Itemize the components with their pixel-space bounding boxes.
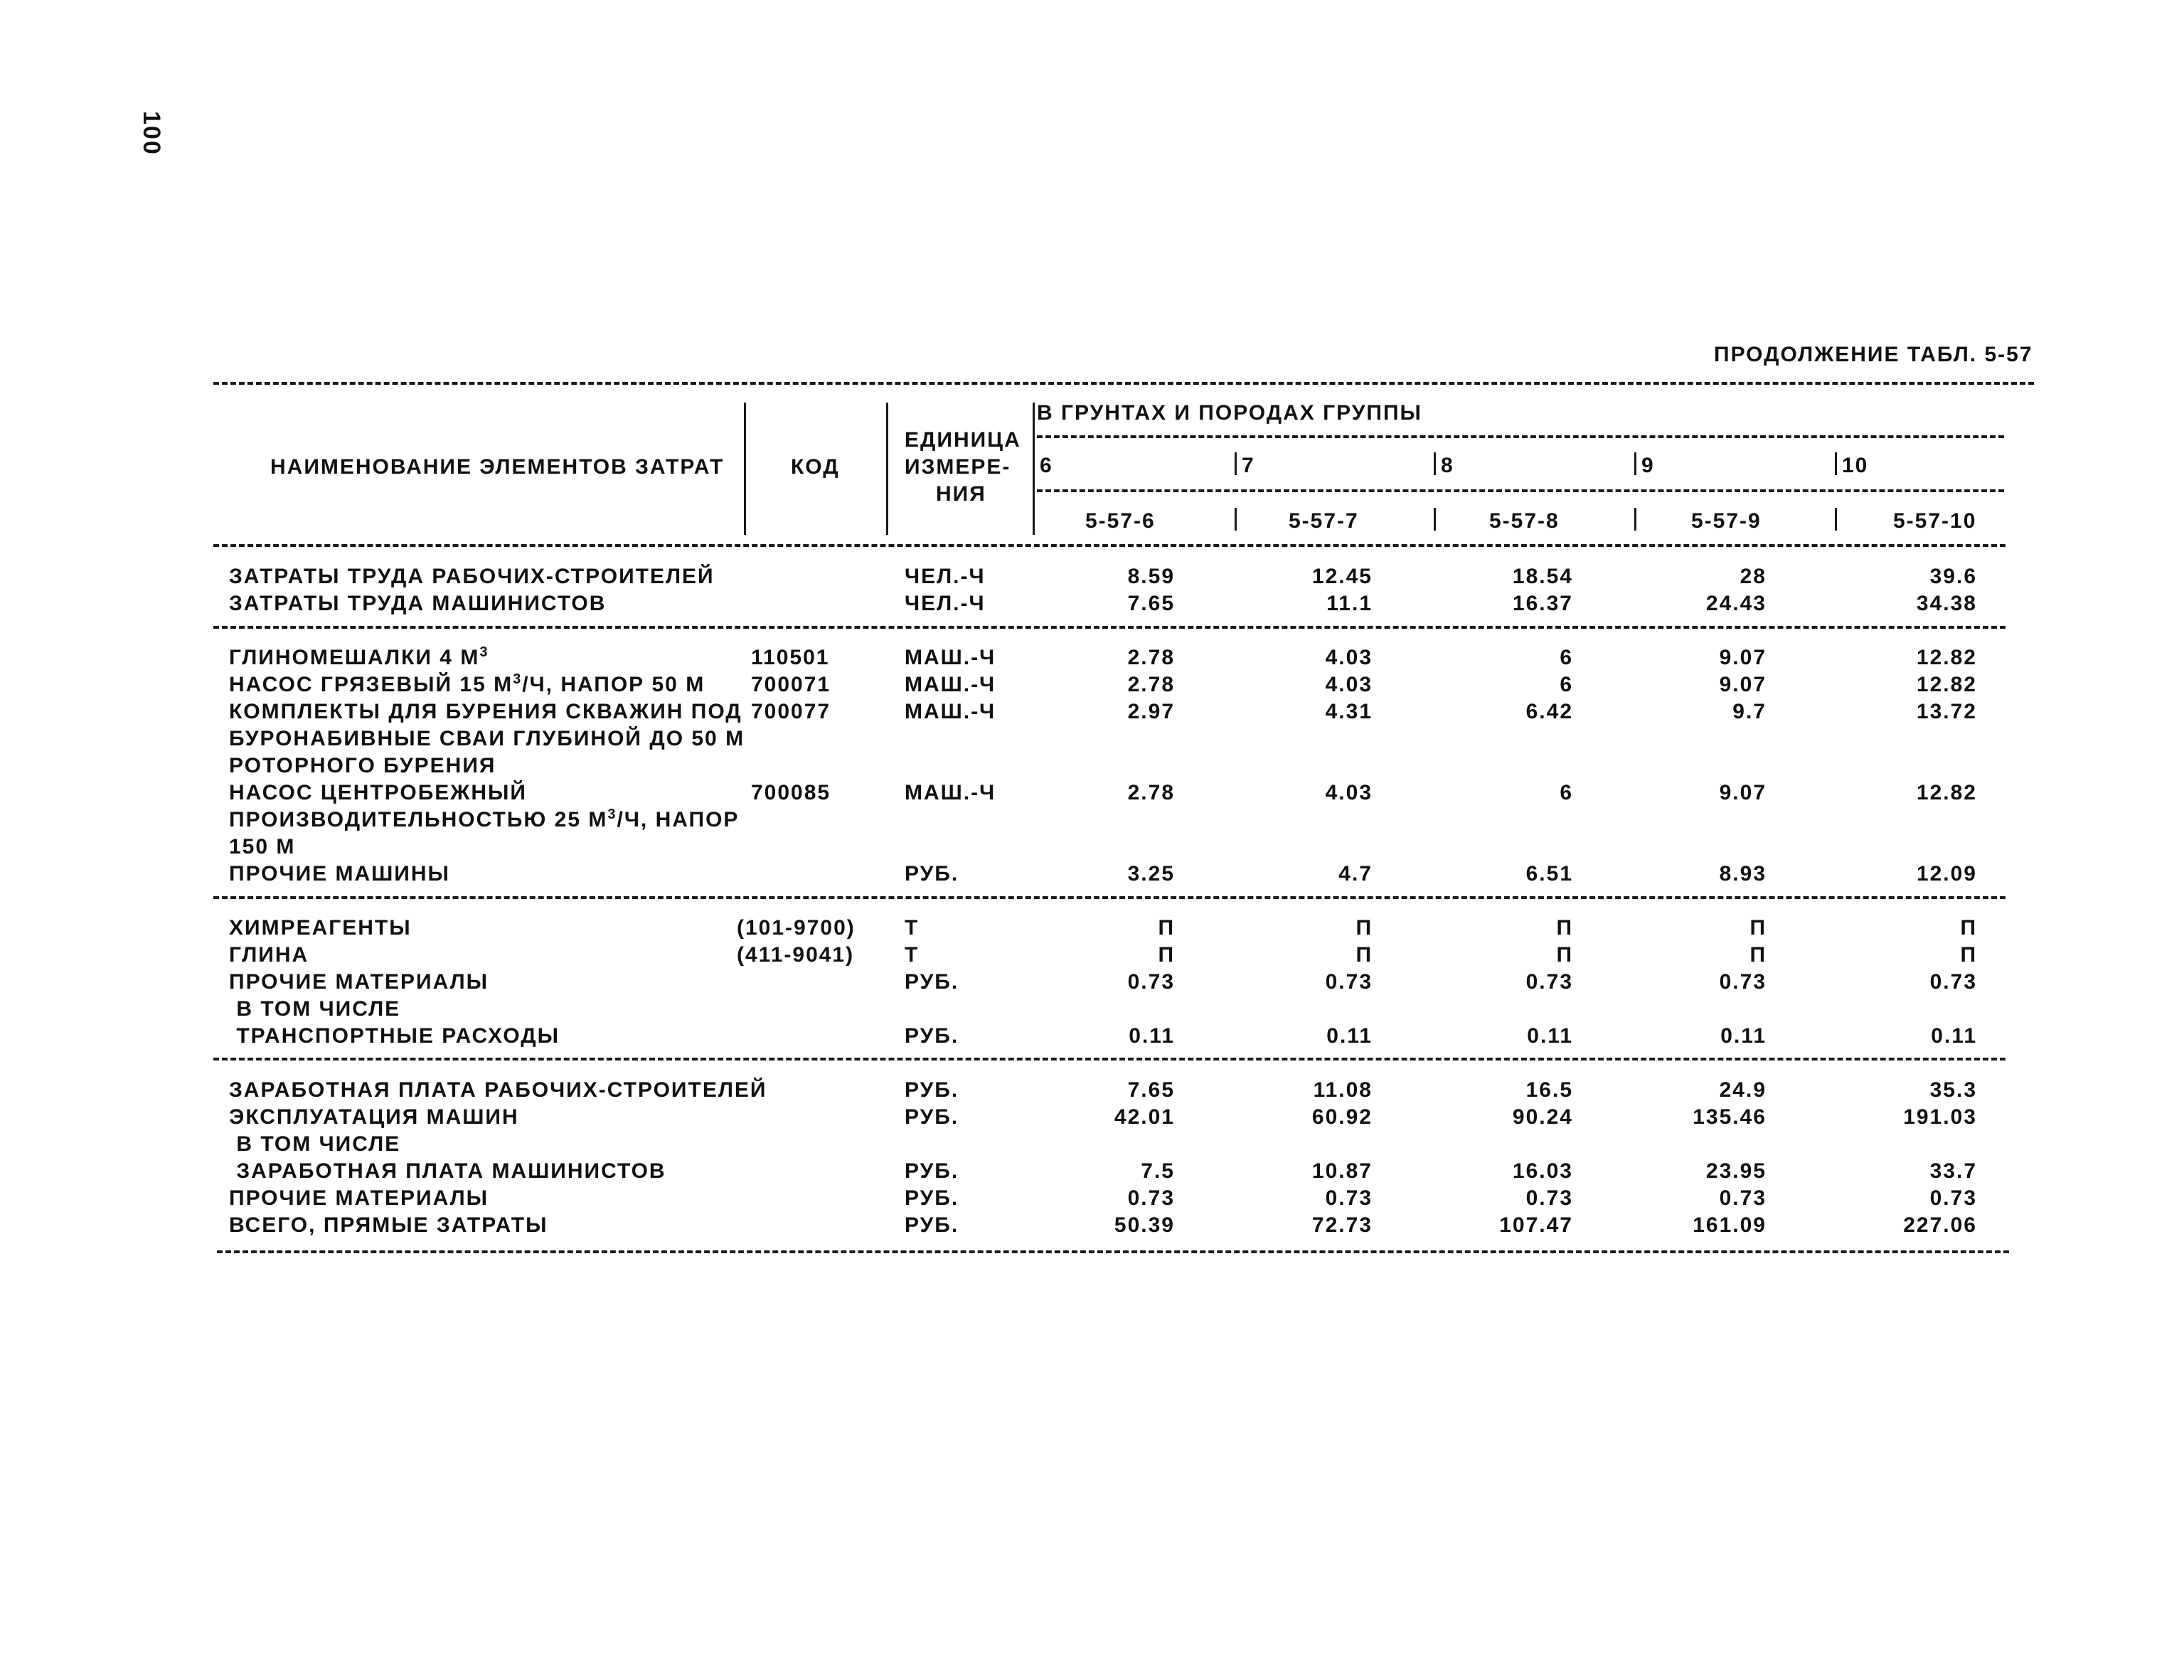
row-value: 4.31 [1325, 700, 1373, 723]
row-value: 72.73 [1311, 1213, 1373, 1237]
row-value: 6 [1560, 646, 1573, 669]
row-value: 35.3 [1929, 1078, 1977, 1102]
row-value: 39.6 [1929, 565, 1977, 588]
row-value: 50.39 [1114, 1213, 1175, 1237]
row-unit: РУБ. [905, 1159, 959, 1183]
page-number: 100 [138, 111, 165, 156]
row-name: В ТОМ ЧИСЛЕ [229, 997, 401, 1021]
code-5-57-6: 5-57-6 [1085, 509, 1156, 533]
row-value: 0.11 [1931, 1024, 1977, 1048]
row-value: 7.65 [1127, 592, 1175, 615]
row-value: П [1355, 916, 1373, 940]
row-value: 9.07 [1719, 781, 1767, 804]
row-value: 6.51 [1525, 862, 1573, 886]
vbar-c9 [1634, 508, 1636, 531]
vbar-g10 [1835, 452, 1837, 475]
group-7: 7 [1242, 454, 1255, 477]
row-name: ГЛИНА [229, 943, 309, 967]
row-value: 6 [1560, 673, 1573, 696]
row-value: 13.72 [1916, 700, 1977, 723]
row-name: 150 М [229, 835, 296, 858]
row-code: (411-9041) [737, 943, 855, 967]
row-name: ЗАТРАТЫ ТРУДА РАБОЧИХ-СТРОИТЕЛЕЙ [229, 565, 715, 588]
vbar-g9 [1634, 452, 1636, 475]
vbar-unit-groups [1033, 403, 1035, 535]
rule-group-numbers [1037, 489, 2004, 492]
row-value: П [1749, 943, 1767, 967]
row-unit: МАШ.-Ч [905, 646, 996, 669]
row-code: 700077 [751, 700, 831, 723]
header-unit-2: ИЗМЕРЕ- [905, 455, 1011, 479]
row-value: 2.78 [1127, 781, 1175, 804]
header-name: НАИМЕНОВАНИЕ ЭЛЕМЕНТОВ ЗАТРАТ [270, 455, 725, 479]
row-value: 107.47 [1499, 1213, 1573, 1237]
row-code: (101-9700) [737, 916, 856, 940]
row-value: 2.97 [1127, 700, 1175, 723]
superscript: 3 [513, 671, 523, 687]
row-name: ПРОИЗВОДИТЕЛЬНОСТЬЮ 25 $М^3/Ч$, НАПОР [229, 807, 740, 831]
row-value: 6 [1560, 781, 1573, 804]
row-value: 18.54 [1512, 565, 1573, 588]
vbar-g8 [1434, 452, 1436, 475]
vbar-code-unit [886, 403, 888, 535]
row-value: 16.5 [1525, 1078, 1573, 1102]
row-name: ЭКСПЛУАТАЦИЯ МАШИН [229, 1105, 519, 1129]
rule-section-3 [213, 1058, 2005, 1060]
code-5-57-10: 5-57-10 [1893, 509, 1977, 533]
row-unit: МАШ.-Ч [905, 781, 996, 804]
row-name: НАСОС ГРЯЗЕВЫЙ 15 $М^3/Ч$, НАПОР 50 М [229, 671, 705, 696]
row-name: КОМПЛЕКТЫ ДЛЯ БУРЕНИЯ СКВАЖИН ПОД [229, 700, 742, 723]
group-8: 8 [1441, 454, 1454, 477]
row-value: 0.11 [1720, 1024, 1767, 1048]
row-value: 34.38 [1916, 592, 1977, 615]
row-value: 2.78 [1127, 646, 1175, 669]
row-value: 12.45 [1311, 565, 1373, 588]
rule-bottom [217, 1250, 2009, 1253]
row-unit: ЧЕЛ.-Ч [905, 592, 986, 615]
row-code: 700085 [751, 781, 831, 804]
row-unit: РУБ. [905, 1024, 959, 1048]
row-value: 0.11 [1527, 1024, 1573, 1048]
row-name: ЗАРАБОТНАЯ ПЛАТА РАБОЧИХ-СТРОИТЕЛЕЙ [229, 1078, 767, 1102]
vbar-c7 [1235, 508, 1237, 531]
row-value: 0.73 [1325, 1186, 1373, 1210]
row-value: 9.7 [1732, 700, 1767, 723]
row-value: 0.73 [1525, 970, 1573, 994]
row-name: ЗАТРАТЫ ТРУДА МАШИНИСТОВ [229, 592, 607, 615]
row-value: 227.06 [1903, 1213, 1977, 1237]
row-value: П [1960, 916, 1977, 940]
name-tail: /Ч, НАПОР [617, 808, 740, 831]
header-unit-1: ЕДИНИЦА [905, 428, 1021, 452]
row-name: РОТОРНОГО БУРЕНИЯ [229, 754, 496, 777]
row-unit: РУБ. [905, 1186, 959, 1210]
row-value: 28 [1740, 565, 1767, 588]
row-name: ПРОЧИЕ МАТЕРИАЛЫ [229, 1186, 489, 1210]
vbar-c8 [1434, 508, 1436, 531]
row-value: 135.46 [1693, 1105, 1767, 1129]
row-value: 90.24 [1512, 1105, 1573, 1129]
row-name: ПРОЧИЕ МАШИНЫ [229, 862, 450, 886]
row-value: 0.73 [1719, 970, 1767, 994]
row-value: 4.03 [1325, 673, 1373, 696]
row-value: 11.08 [1313, 1078, 1373, 1102]
row-value: 12.82 [1916, 781, 1977, 804]
row-value: 60.92 [1311, 1105, 1373, 1129]
group-9: 9 [1641, 454, 1655, 477]
rule-header-bottom [213, 544, 2005, 547]
header-code: КОД [791, 455, 840, 479]
code-5-57-8: 5-57-8 [1489, 509, 1560, 533]
row-value: 33.7 [1929, 1159, 1977, 1183]
row-name: ТРАНСПОРТНЫЕ РАСХОДЫ [229, 1024, 560, 1048]
row-name: БУРОНАБИВНЫЕ СВАИ ГЛУБИНОЙ ДО 50 М [229, 727, 745, 750]
row-value: 191.03 [1903, 1105, 1977, 1129]
row-value: 3.25 [1127, 862, 1175, 886]
row-value: 12.82 [1916, 673, 1977, 696]
row-value: 23.95 [1705, 1159, 1767, 1183]
row-value: П [1158, 943, 1175, 967]
row-value: П [1749, 916, 1767, 940]
row-unit: РУБ. [905, 1213, 959, 1237]
row-value: 0.11 [1129, 1024, 1175, 1048]
rule-group-title [1037, 435, 2004, 438]
row-name: ВСЕГО, ПРЯМЫЕ ЗАТРАТЫ [229, 1213, 548, 1237]
row-value: 4.03 [1325, 781, 1373, 804]
row-value: 8.93 [1719, 862, 1767, 886]
row-value: 0.73 [1719, 1186, 1767, 1210]
header-group-title: В ГРУНТАХ И ПОРОДАХ ГРУППЫ [1037, 401, 1422, 425]
group-6: 6 [1040, 454, 1053, 477]
code-5-57-7: 5-57-7 [1289, 509, 1359, 533]
row-name: В ТОМ ЧИСЛЕ [229, 1132, 401, 1156]
row-unit: РУБ. [905, 970, 959, 994]
row-value: 0.73 [1929, 970, 1977, 994]
row-unit: РУБ. [905, 1078, 959, 1102]
table-caption: ПРОДОЛЖЕНИЕ ТАБЛ. 5-57 [1714, 343, 2033, 366]
code-5-57-9: 5-57-9 [1691, 509, 1762, 533]
header-unit-3: НИЯ [936, 482, 986, 506]
row-value: П [1556, 943, 1573, 967]
group-10: 10 [1842, 454, 1869, 477]
row-value: 9.07 [1719, 646, 1767, 669]
row-unit: МАШ.-Ч [905, 700, 996, 723]
row-name: ПРОЧИЕ МАТЕРИАЛЫ [229, 970, 489, 994]
row-value: 7.65 [1127, 1078, 1175, 1102]
row-value: П [1355, 943, 1373, 967]
row-value: 0.73 [1525, 1186, 1573, 1210]
row-value: 16.03 [1512, 1159, 1573, 1183]
row-value: П [1960, 943, 1977, 967]
rule-section-1 [213, 626, 2005, 629]
row-unit: МАШ.-Ч [905, 673, 996, 696]
vbar-c10 [1835, 508, 1837, 531]
row-value: 4.7 [1338, 862, 1373, 886]
row-unit: РУБ. [905, 862, 959, 886]
rule-section-2 [213, 896, 2005, 899]
superscript: 3 [607, 807, 617, 822]
rule-top [213, 382, 2034, 385]
row-value: 9.07 [1719, 673, 1767, 696]
row-value: 4.03 [1325, 646, 1373, 669]
row-code: 700071 [751, 673, 831, 696]
row-unit: РУБ. [905, 1105, 959, 1129]
row-value: 6.42 [1525, 700, 1573, 723]
row-value: 24.43 [1705, 592, 1767, 615]
row-value: 16.37 [1512, 592, 1573, 615]
row-value: 0.73 [1325, 970, 1373, 994]
row-unit: Т [905, 916, 920, 940]
vbar-g7 [1235, 452, 1237, 475]
row-name: ГЛИНОМЕШАЛКИ 4 $М^3$ [229, 644, 489, 669]
row-value: 7.5 [1141, 1159, 1175, 1183]
vbar-name-code [744, 403, 746, 535]
row-value: 11.1 [1326, 592, 1373, 615]
row-value: П [1556, 916, 1573, 940]
row-value: 0.73 [1929, 1186, 1977, 1210]
row-value: 161.09 [1693, 1213, 1767, 1237]
row-value: 12.09 [1916, 862, 1977, 886]
row-value: 42.01 [1114, 1105, 1175, 1129]
row-name: ХИМРЕАГЕНТЫ [229, 916, 412, 940]
row-value: П [1158, 916, 1175, 940]
row-unit: Т [905, 943, 920, 967]
row-value: 0.11 [1326, 1024, 1373, 1048]
row-value: 10.87 [1311, 1159, 1373, 1183]
row-value: 8.59 [1127, 565, 1175, 588]
row-name: НАСОС ЦЕНТРОБЕЖНЫЙ [229, 781, 527, 804]
row-unit: ЧЕЛ.-Ч [905, 565, 986, 588]
superscript: 3 [479, 644, 489, 660]
row-value: 0.73 [1127, 1186, 1175, 1210]
row-value: 12.82 [1916, 646, 1977, 669]
row-value: 24.9 [1719, 1078, 1767, 1102]
row-value: 0.73 [1127, 970, 1175, 994]
row-value: 2.78 [1127, 673, 1175, 696]
row-code: 110501 [751, 646, 830, 669]
name-tail: /Ч, НАПОР 50 М [522, 673, 705, 696]
row-name: ЗАРАБОТНАЯ ПЛАТА МАШИНИСТОВ [229, 1159, 666, 1183]
